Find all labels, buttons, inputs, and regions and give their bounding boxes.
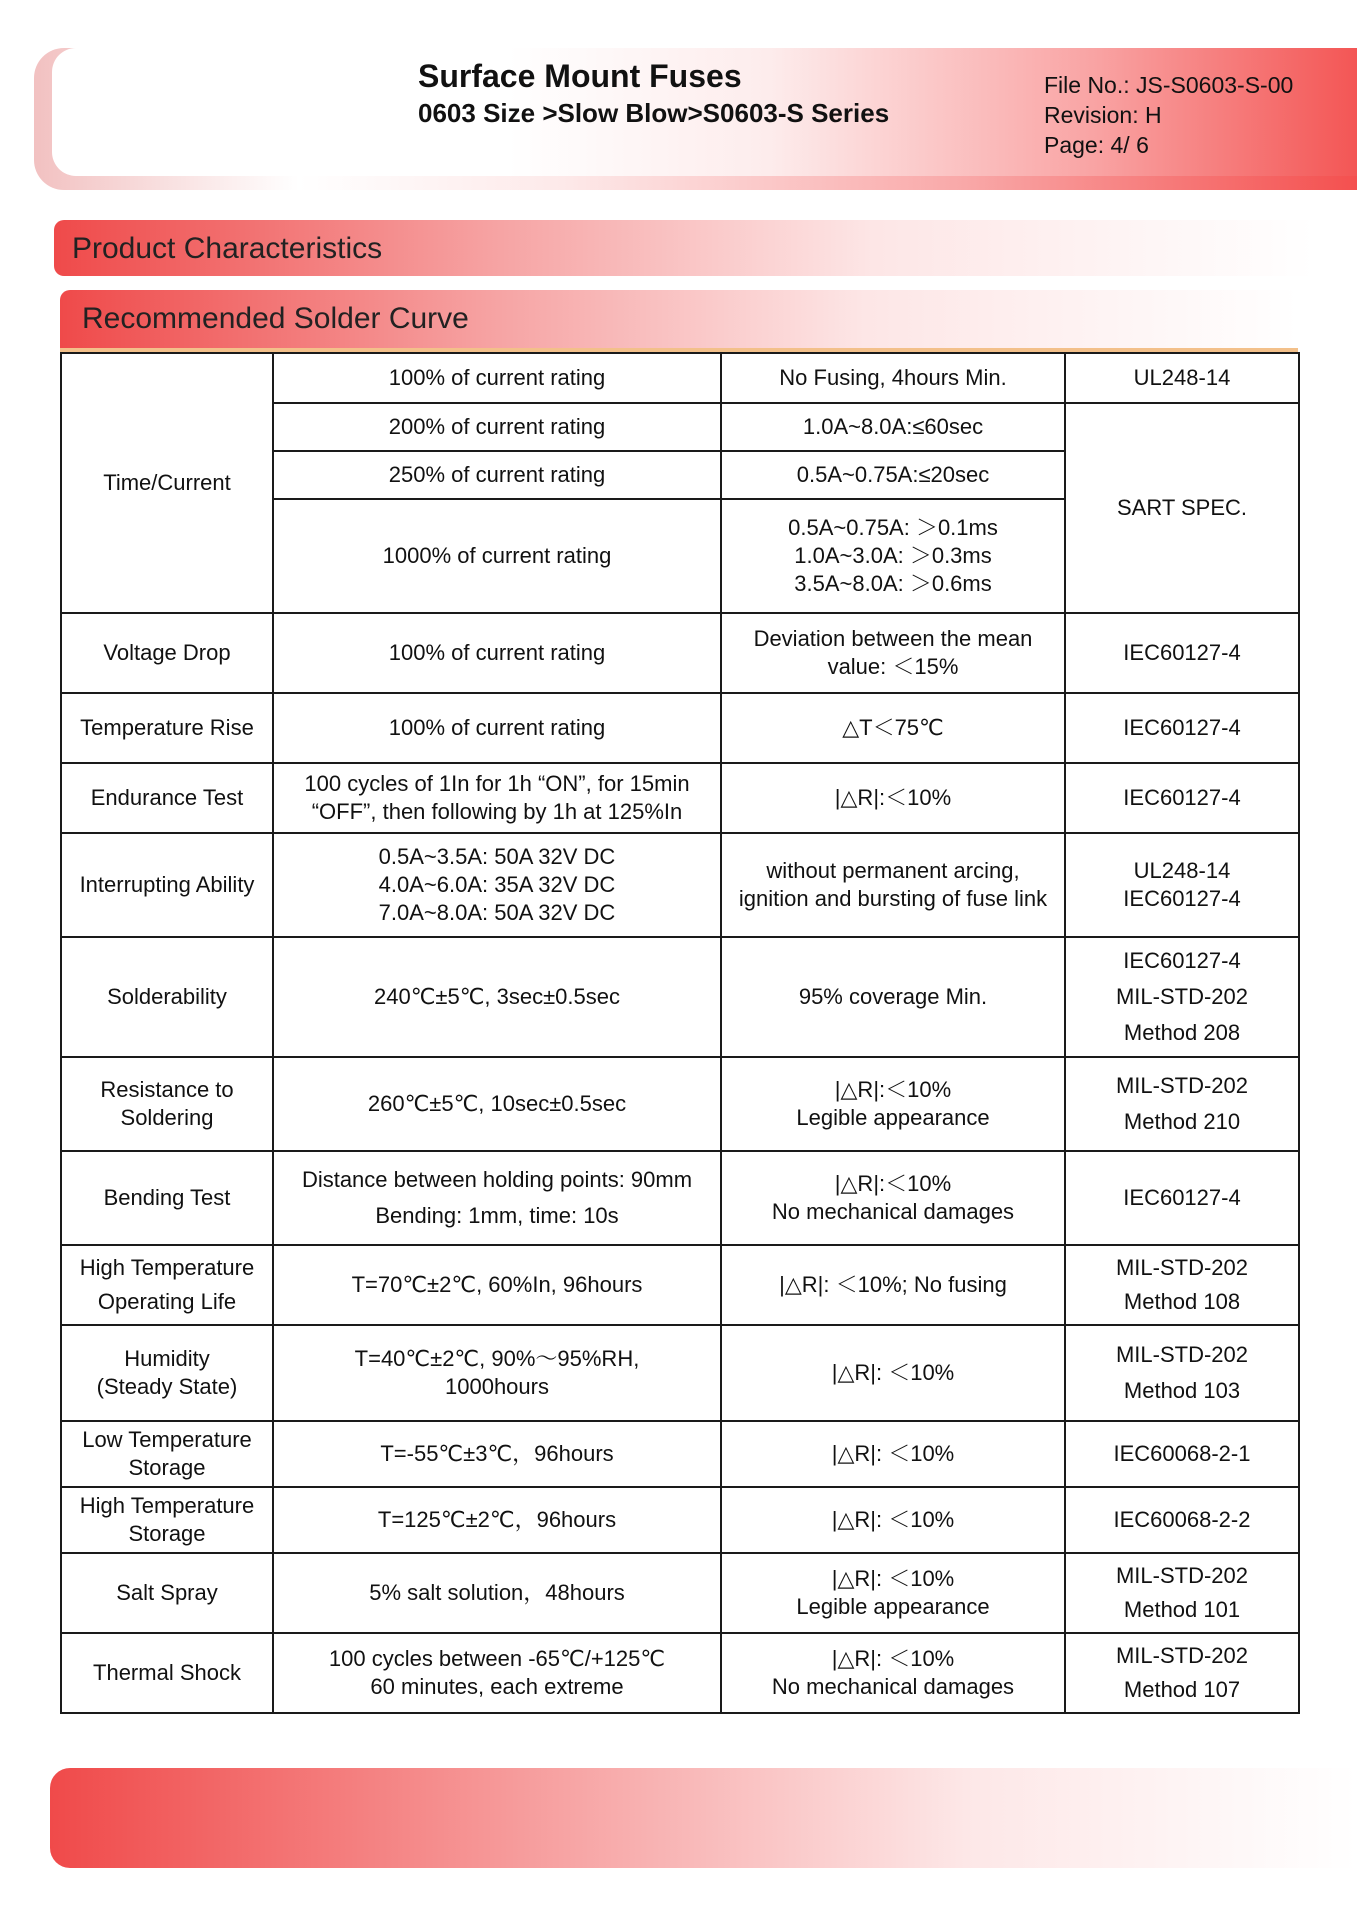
- test-item: Time/Current: [61, 353, 273, 613]
- test-item: High Temperature Storage: [61, 1487, 273, 1553]
- requirement: |△R|: ＜10%: [721, 1487, 1065, 1553]
- requirement: Deviation between the mean value: ＜15%: [721, 613, 1065, 693]
- requirement: |△R|:＜10% Legible appearance: [721, 1057, 1065, 1151]
- document-meta: [1044, 70, 1293, 160]
- section-title: Recommended Solder Curve: [82, 302, 469, 335]
- standard: IEC60068-2-1: [1065, 1421, 1299, 1487]
- standard: MIL-STD-202 Method 210: [1065, 1057, 1299, 1151]
- table-row: [61, 1325, 1299, 1421]
- standard: UL248-14 IEC60127-4: [1065, 833, 1299, 937]
- table-row: [61, 693, 1299, 763]
- standard: IEC60068-2-2: [1065, 1487, 1299, 1553]
- requirement: |△R|: ＜10%; No fusing: [721, 1245, 1065, 1325]
- document-title: Surface Mount Fuses: [418, 58, 742, 94]
- test-condition: 260℃±5℃, 10sec±0.5sec: [273, 1057, 721, 1151]
- test-condition: T=40℃±2℃, 90%～95%RH, 1000hours: [273, 1325, 721, 1421]
- requirement: 0.5A~0.75A: ＞0.1ms 1.0A~3.0A: ＞0.3ms 3.5A~8.0A: ＞0.6ms: [721, 499, 1065, 613]
- requirement: |△R|: ＜10% No mechanical damages: [721, 1633, 1065, 1713]
- page-number: Page: 4/ 6: [1044, 132, 1149, 158]
- table-row: [61, 1633, 1299, 1713]
- table-row: [61, 1553, 1299, 1633]
- test-condition: 250% of current rating: [273, 451, 721, 499]
- requirement: 0.5A~0.75A:≤20sec: [721, 451, 1065, 499]
- test-item: High Temperature Operating Life: [61, 1245, 273, 1325]
- standard: IEC60127-4: [1065, 693, 1299, 763]
- test-condition: Distance between holding points: 90mm Bending: 1mm, time: 10s: [273, 1151, 721, 1245]
- standard: MIL-STD-202 Method 108: [1065, 1245, 1299, 1325]
- requirement: No Fusing, 4hours Min.: [721, 353, 1065, 403]
- file-number: File No.: JS-S0603-S-00: [1044, 72, 1294, 98]
- requirement: 1.0A~8.0A:≤60sec: [721, 403, 1065, 451]
- test-condition: 100% of current rating: [273, 613, 721, 693]
- revision: Revision: H: [1044, 102, 1162, 128]
- requirement: |△R|:＜10% No mechanical damages: [721, 1151, 1065, 1245]
- test-item: Salt Spray: [61, 1553, 273, 1633]
- table-row: [61, 1487, 1299, 1553]
- requirement: |△R|: ＜10%: [721, 1421, 1065, 1487]
- standard: MIL-STD-202 Method 107: [1065, 1633, 1299, 1713]
- test-condition: 100% of current rating: [273, 693, 721, 763]
- test-condition: T=70℃±2℃, 60%In, 96hours: [273, 1245, 721, 1325]
- table-row: [61, 833, 1299, 937]
- test-condition: 0.5A~3.5A: 50A 32V DC 4.0A~6.0A: 35A 32V DC 7.0A~8.0A: 50A 32V DC: [273, 833, 721, 937]
- table-row: [61, 763, 1299, 833]
- table-row: [61, 1421, 1299, 1487]
- document-subtitle: 0603 Size >Slow Blow>S0603-S Series: [418, 98, 890, 128]
- test-condition: 240℃±5℃, 3sec±0.5sec: [273, 937, 721, 1057]
- table-row: [61, 613, 1299, 693]
- test-condition: T=-55℃±3℃，96hours: [273, 1421, 721, 1487]
- test-item: Bending Test: [61, 1151, 273, 1245]
- test-condition: 100% of current rating: [273, 353, 721, 403]
- test-item: Thermal Shock: [61, 1633, 273, 1713]
- test-condition: 1000% of current rating: [273, 499, 721, 613]
- test-item: Interrupting Ability: [61, 833, 273, 937]
- requirement: without permanent arcing, ignition and bursting of fuse link: [721, 833, 1065, 937]
- standard: IEC60127-4 MIL-STD-202 Method 208: [1065, 937, 1299, 1057]
- standard: IEC60127-4: [1065, 613, 1299, 693]
- test-item: Endurance Test: [61, 763, 273, 833]
- footer-banner: [50, 1768, 1357, 1868]
- test-item: Voltage Drop: [61, 613, 273, 693]
- standard: IEC60127-4: [1065, 763, 1299, 833]
- section-recommended-solder-curve: [60, 290, 1298, 352]
- section-title: Product Characteristics: [72, 232, 383, 265]
- test-item: Low Temperature Storage: [61, 1421, 273, 1487]
- test-condition: 100 cycles of 1In for 1h “ON”, for 15min “OFF”, then following by 1h at 125%In: [273, 763, 721, 833]
- standard: MIL-STD-202 Method 101: [1065, 1553, 1299, 1633]
- standard: UL248-14: [1065, 353, 1299, 403]
- test-item: Temperature Rise: [61, 693, 273, 763]
- test-condition: T=125℃±2℃，96hours: [273, 1487, 721, 1553]
- requirement: 95% coverage Min.: [721, 937, 1065, 1057]
- section-product-characteristics: [54, 220, 1314, 276]
- test-item: Humidity (Steady State): [61, 1325, 273, 1421]
- test-condition: 200% of current rating: [273, 403, 721, 451]
- table-row: [61, 1057, 1299, 1151]
- table-row: [61, 937, 1299, 1057]
- requirement: |△R|: ＜10%: [721, 1325, 1065, 1421]
- table-row: [61, 1151, 1299, 1245]
- characteristics-table: [60, 352, 1300, 1714]
- requirement: |△R|:＜10%: [721, 763, 1065, 833]
- test-condition: 5% salt solution，48hours: [273, 1553, 721, 1633]
- table-row: [61, 1245, 1299, 1325]
- table-row: [61, 353, 1299, 403]
- test-item: Solderability: [61, 937, 273, 1057]
- standard: MIL-STD-202 Method 103: [1065, 1325, 1299, 1421]
- standard: IEC60127-4: [1065, 1151, 1299, 1245]
- requirement: △T＜75℃: [721, 693, 1065, 763]
- standard: SART SPEC.: [1065, 403, 1299, 613]
- test-item: Resistance to Soldering: [61, 1057, 273, 1151]
- requirement: |△R|: ＜10% Legible appearance: [721, 1553, 1065, 1633]
- test-condition: 100 cycles between -65℃/+125℃ 60 minutes, each extreme: [273, 1633, 721, 1713]
